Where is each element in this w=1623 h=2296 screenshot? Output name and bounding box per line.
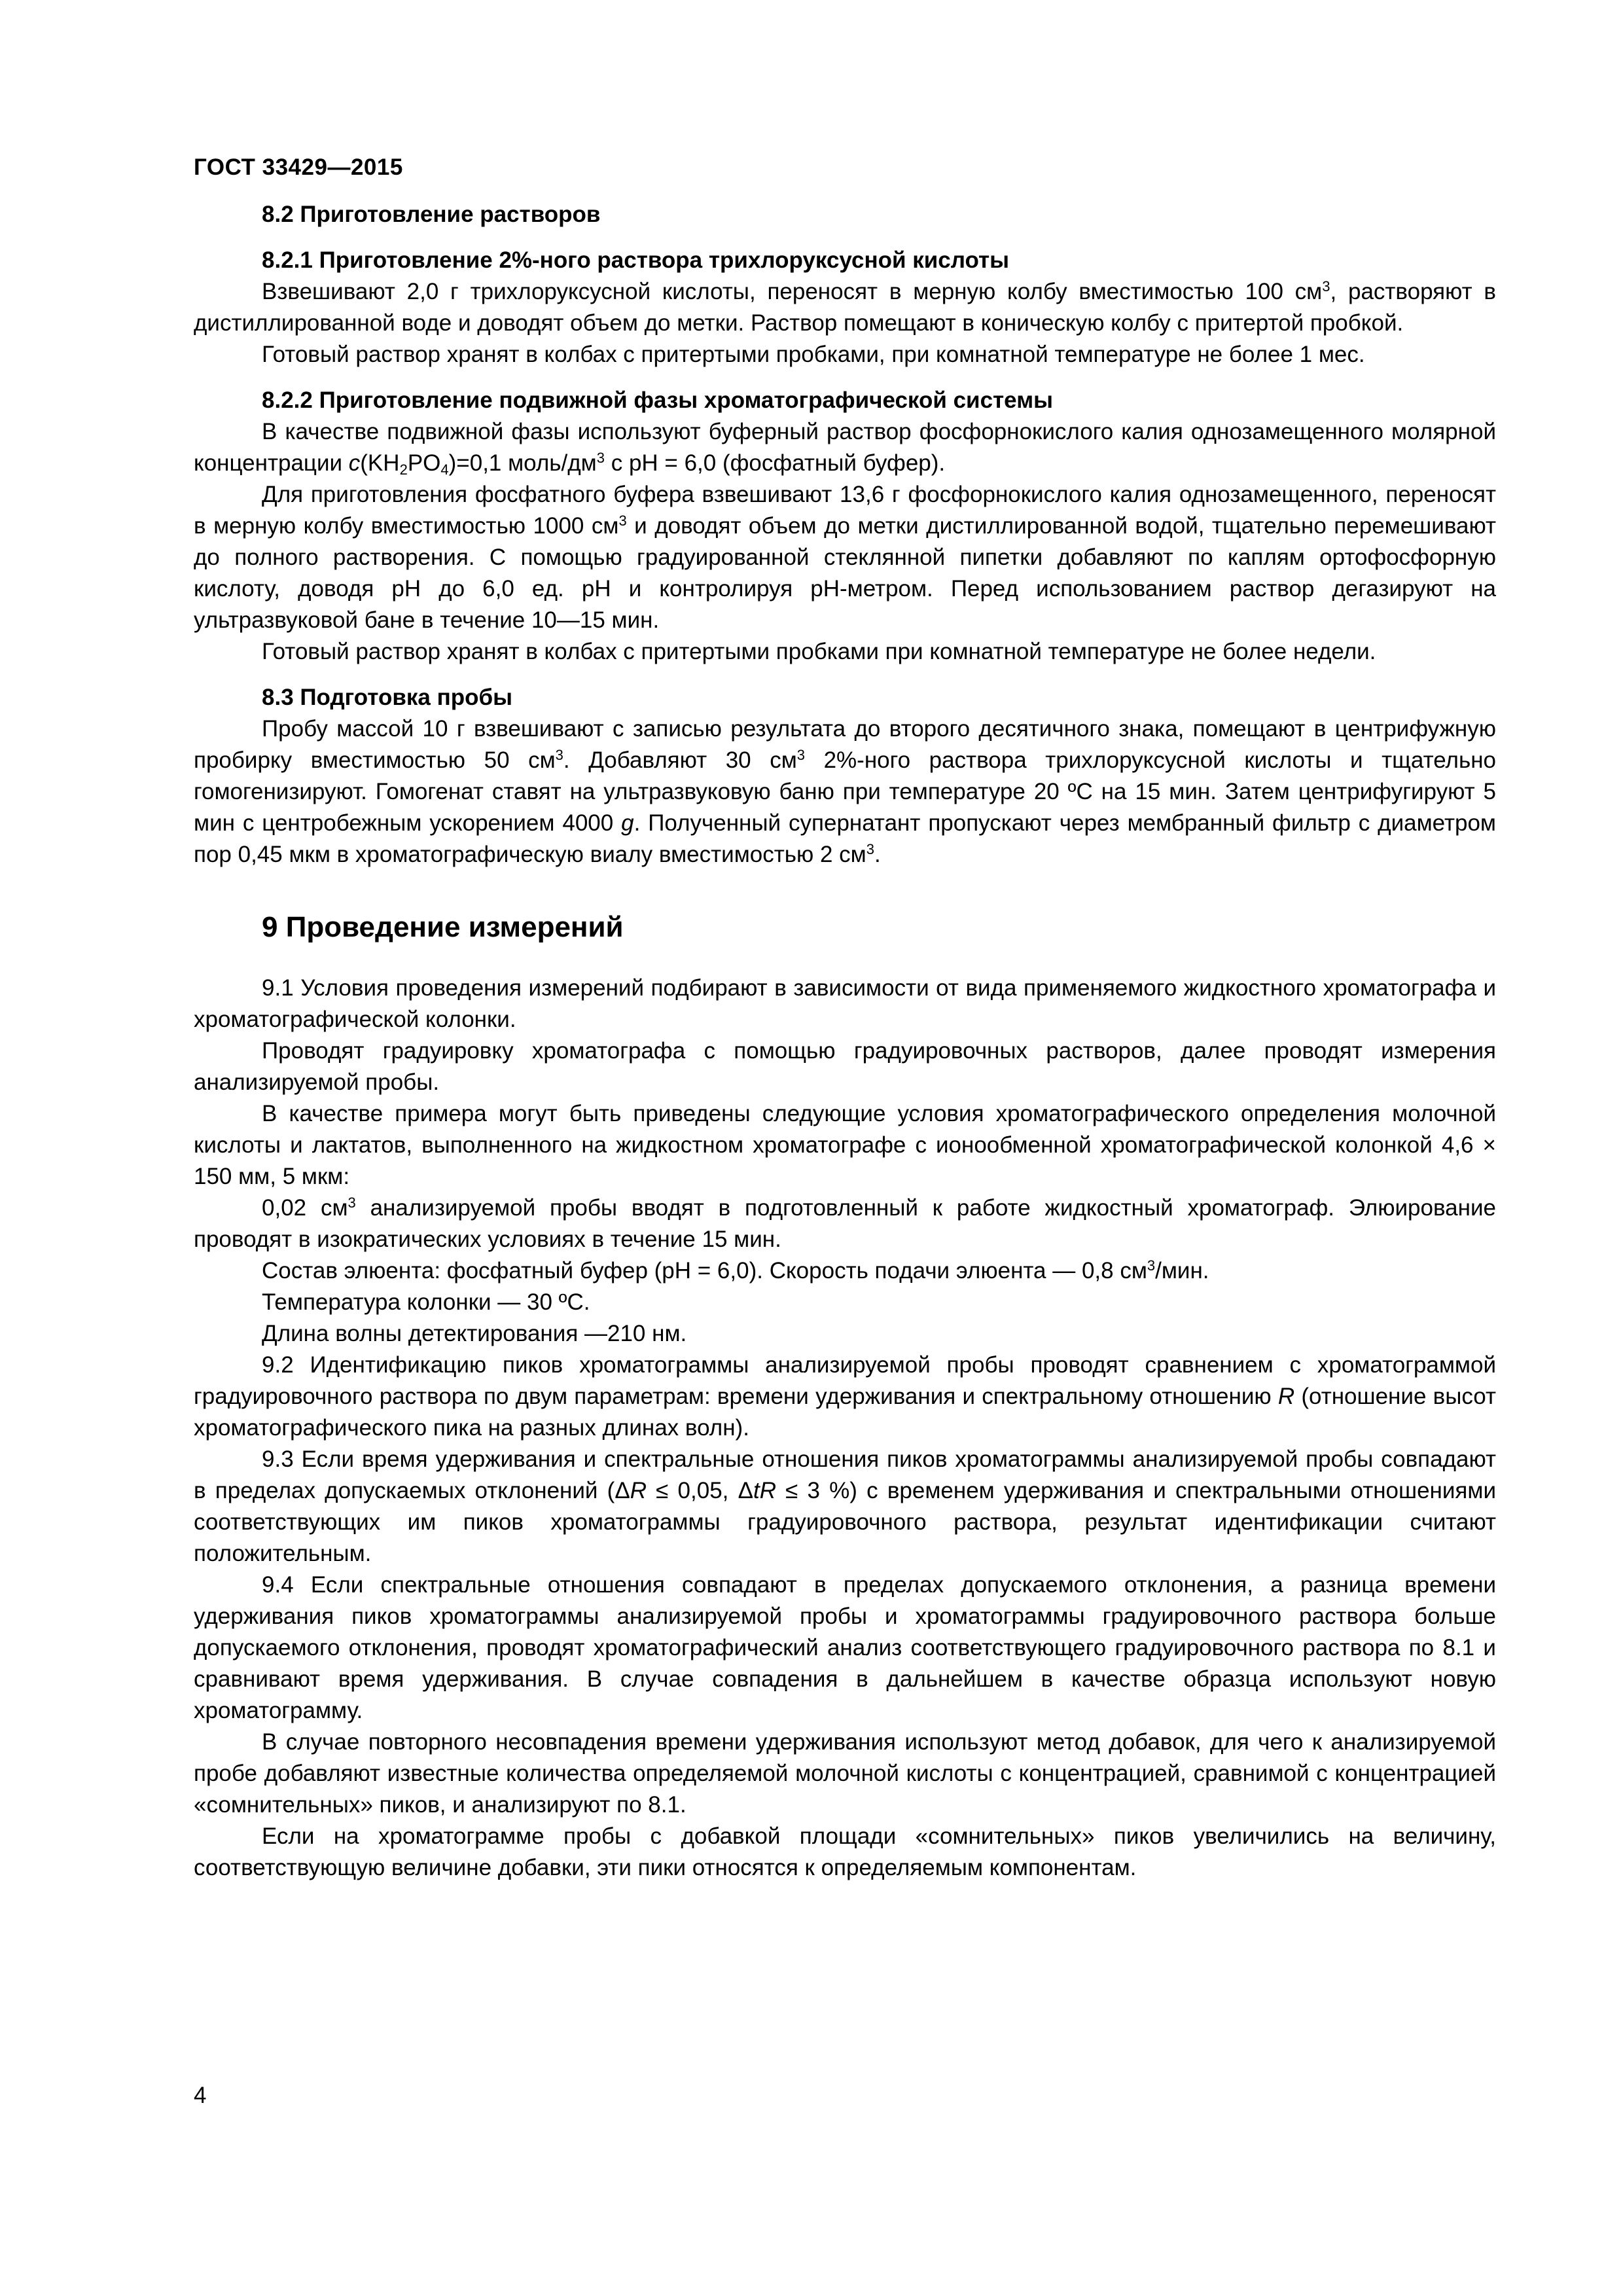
paragraph: В качестве подвижной фазы используют буферный раствор фосфорнокислого калия однозамещенного молярной концентрации $c(KH_2PO_4)=0,1$ моль/$дм^3$ с pH = 6,0 (фосфатный буфер). [194, 419, 1496, 478]
section-9-heading: 9 Проведение измерений [262, 911, 624, 943]
paragraph: Готовый раствор хранят в колбах с притертыми пробками, при комнатной температуре не более 1 мес. [262, 342, 1365, 367]
section-8-2-heading: 8.2 Приготовление растворов [262, 202, 601, 227]
page-number: 4 [194, 2083, 207, 2108]
paragraph: В случае повторного несовпадения времени удерживания используют метод добавок, для чего к анализируемой пробе добавляют известные количества определяемой молочной кислоты с концентрацией, сравнимой с концентрацией «сомнительных» пиков, и анализируют по 8.1. [194, 1729, 1496, 1818]
paragraph: Для приготовления фосфатного буфера взвешивают 13,6 г фосфорнокислого калия однозамещенного, переносят в мерную колбу вместимостью 1000 $см^3$ и доводят объем до метки дистиллированной водой, тщательно перемешивают до полного растворения. С помощью градуированной стеклянной пипетки добавляют по каплям ортофосфорную кислоту, доводя pH до 6,0 ед. pH и контролируя pH-метром. Перед использованием раствор дегазируют на ультразвуковой бане в течение 10—15 мин. [194, 482, 1496, 633]
paragraph: Состав элюента: фосфатный буфер (pH = 6,0). Скорость подачи элюента — 0,8 $см^3$/мин. [262, 1257, 1209, 1283]
paragraph: Проводят градуировку хроматографа с помощью градуировочных растворов, далее проводят измерения анализируемой пробы. [194, 1038, 1496, 1095]
paragraph: Готовый раствор хранят в колбах с притертыми пробками при комнатной температуре не более недели. [262, 639, 1376, 664]
paragraph: 0,02 $см^3$ анализируемой пробы вводят в подготовленный к работе жидкостный хроматограф. Элюирование проводят в изократических условиях в течение 15 мин. [194, 1194, 1496, 1252]
paragraph: Если на хроматограмме пробы с добавкой площади «сомнительных» пиков увеличились на величину, соответствующую величине добавки, эти пики относятся к определяемым компонентам. [194, 1823, 1496, 1880]
paragraph: В качестве примера могут быть приведены следующие условия хроматографического определения молочной кислоты и лактатов, выполненного на жидкостном хроматографе с ионообменной хроматографической колонкой 4,6 × 150 мм, 5 мкм: [194, 1101, 1496, 1189]
section-8-2-1-heading: 8.2.1 Приготовление 2%-ного раствора трихлоруксусной кислоты [262, 247, 1010, 273]
paragraph: 9.4 Если спектральные отношения совпадают в пределах допускаемого отклонения, а разница времени удерживания пиков хроматограммы анализируемой пробы и хроматограммы градуировочного раствора больше допускаемого отклонения, проводят хроматографический анализ соответствующего градуировочного раствора по 8.1 и сравнивают время удерживания. В случае совпадения в дальнейшем в качестве образца используют новую хроматограмму. [194, 1572, 1496, 1723]
paragraph: Длина волны детектирования —210 нм. [262, 1321, 687, 1346]
paragraph: Взвешивают 2,0 г трихлоруксусной кислоты, переносят в мерную колбу вместимостью 100 $см^3$, растворяют в дистиллированной воде и доводят объем до метки. Раствор помещают в коническую колбу с притертой пробкой. [194, 278, 1496, 336]
paragraph: Пробу массой 10 г взвешивают с записью результата до второго десятичного знака, помещают в центрифужную пробирку вместимостью 50 $см^3$. Добавляют 30 $см^3$ 2%-ного раствора трихлоруксусной кислоты и тщательно гомогенизируют. Гомогенат ставят на ультразвуковую баню при температуре 20 ºС на 15 мин. Затем центрифугируют 5 мин с центробежным ускорением 4000 g. Полученный супернатант пропускают через мембранный фильтр с диаметром пор 0,45 мкм в хроматографическую виалу вместимостью 2 $см^3$. [194, 716, 1496, 867]
section-8-2-2-heading: 8.2.2 Приготовление подвижной фазы хроматографической системы [262, 387, 1053, 413]
paragraph: 9.1 Условия проведения измерений подбирают в зависимости от вида применяемого жидкостного хроматографа и хроматографической колонки. [194, 975, 1496, 1032]
document-header: ГОСТ 33429—2015 [194, 154, 403, 180]
paragraph: 9.3 Если время удерживания и спектральные отношения пиков хроматограммы анализируемой пробы совпадают в пределах допускаемых отклонений (ΔR ≤ 0,05, ΔtR ≤ 3 %) с временем удерживания и спектральными отношениями соответствующих им пиков хроматограммы градуировочного раствора, результат идентификации считают положительным. [194, 1446, 1497, 1566]
paragraph: 9.2 Идентификацию пиков хроматограммы анализируемой пробы проводят сравнением с хроматограммой градуировочного раствора по двум параметрам: времени удерживания и спектральному отношению R (отношение высот хроматографического пика на разных длинах волн). [194, 1352, 1496, 1441]
section-8-3-heading: 8.3 Подготовка пробы [262, 685, 512, 710]
document-page [194, 154, 1496, 1884]
paragraph: Температура колонки — 30 ºС. [262, 1289, 590, 1315]
